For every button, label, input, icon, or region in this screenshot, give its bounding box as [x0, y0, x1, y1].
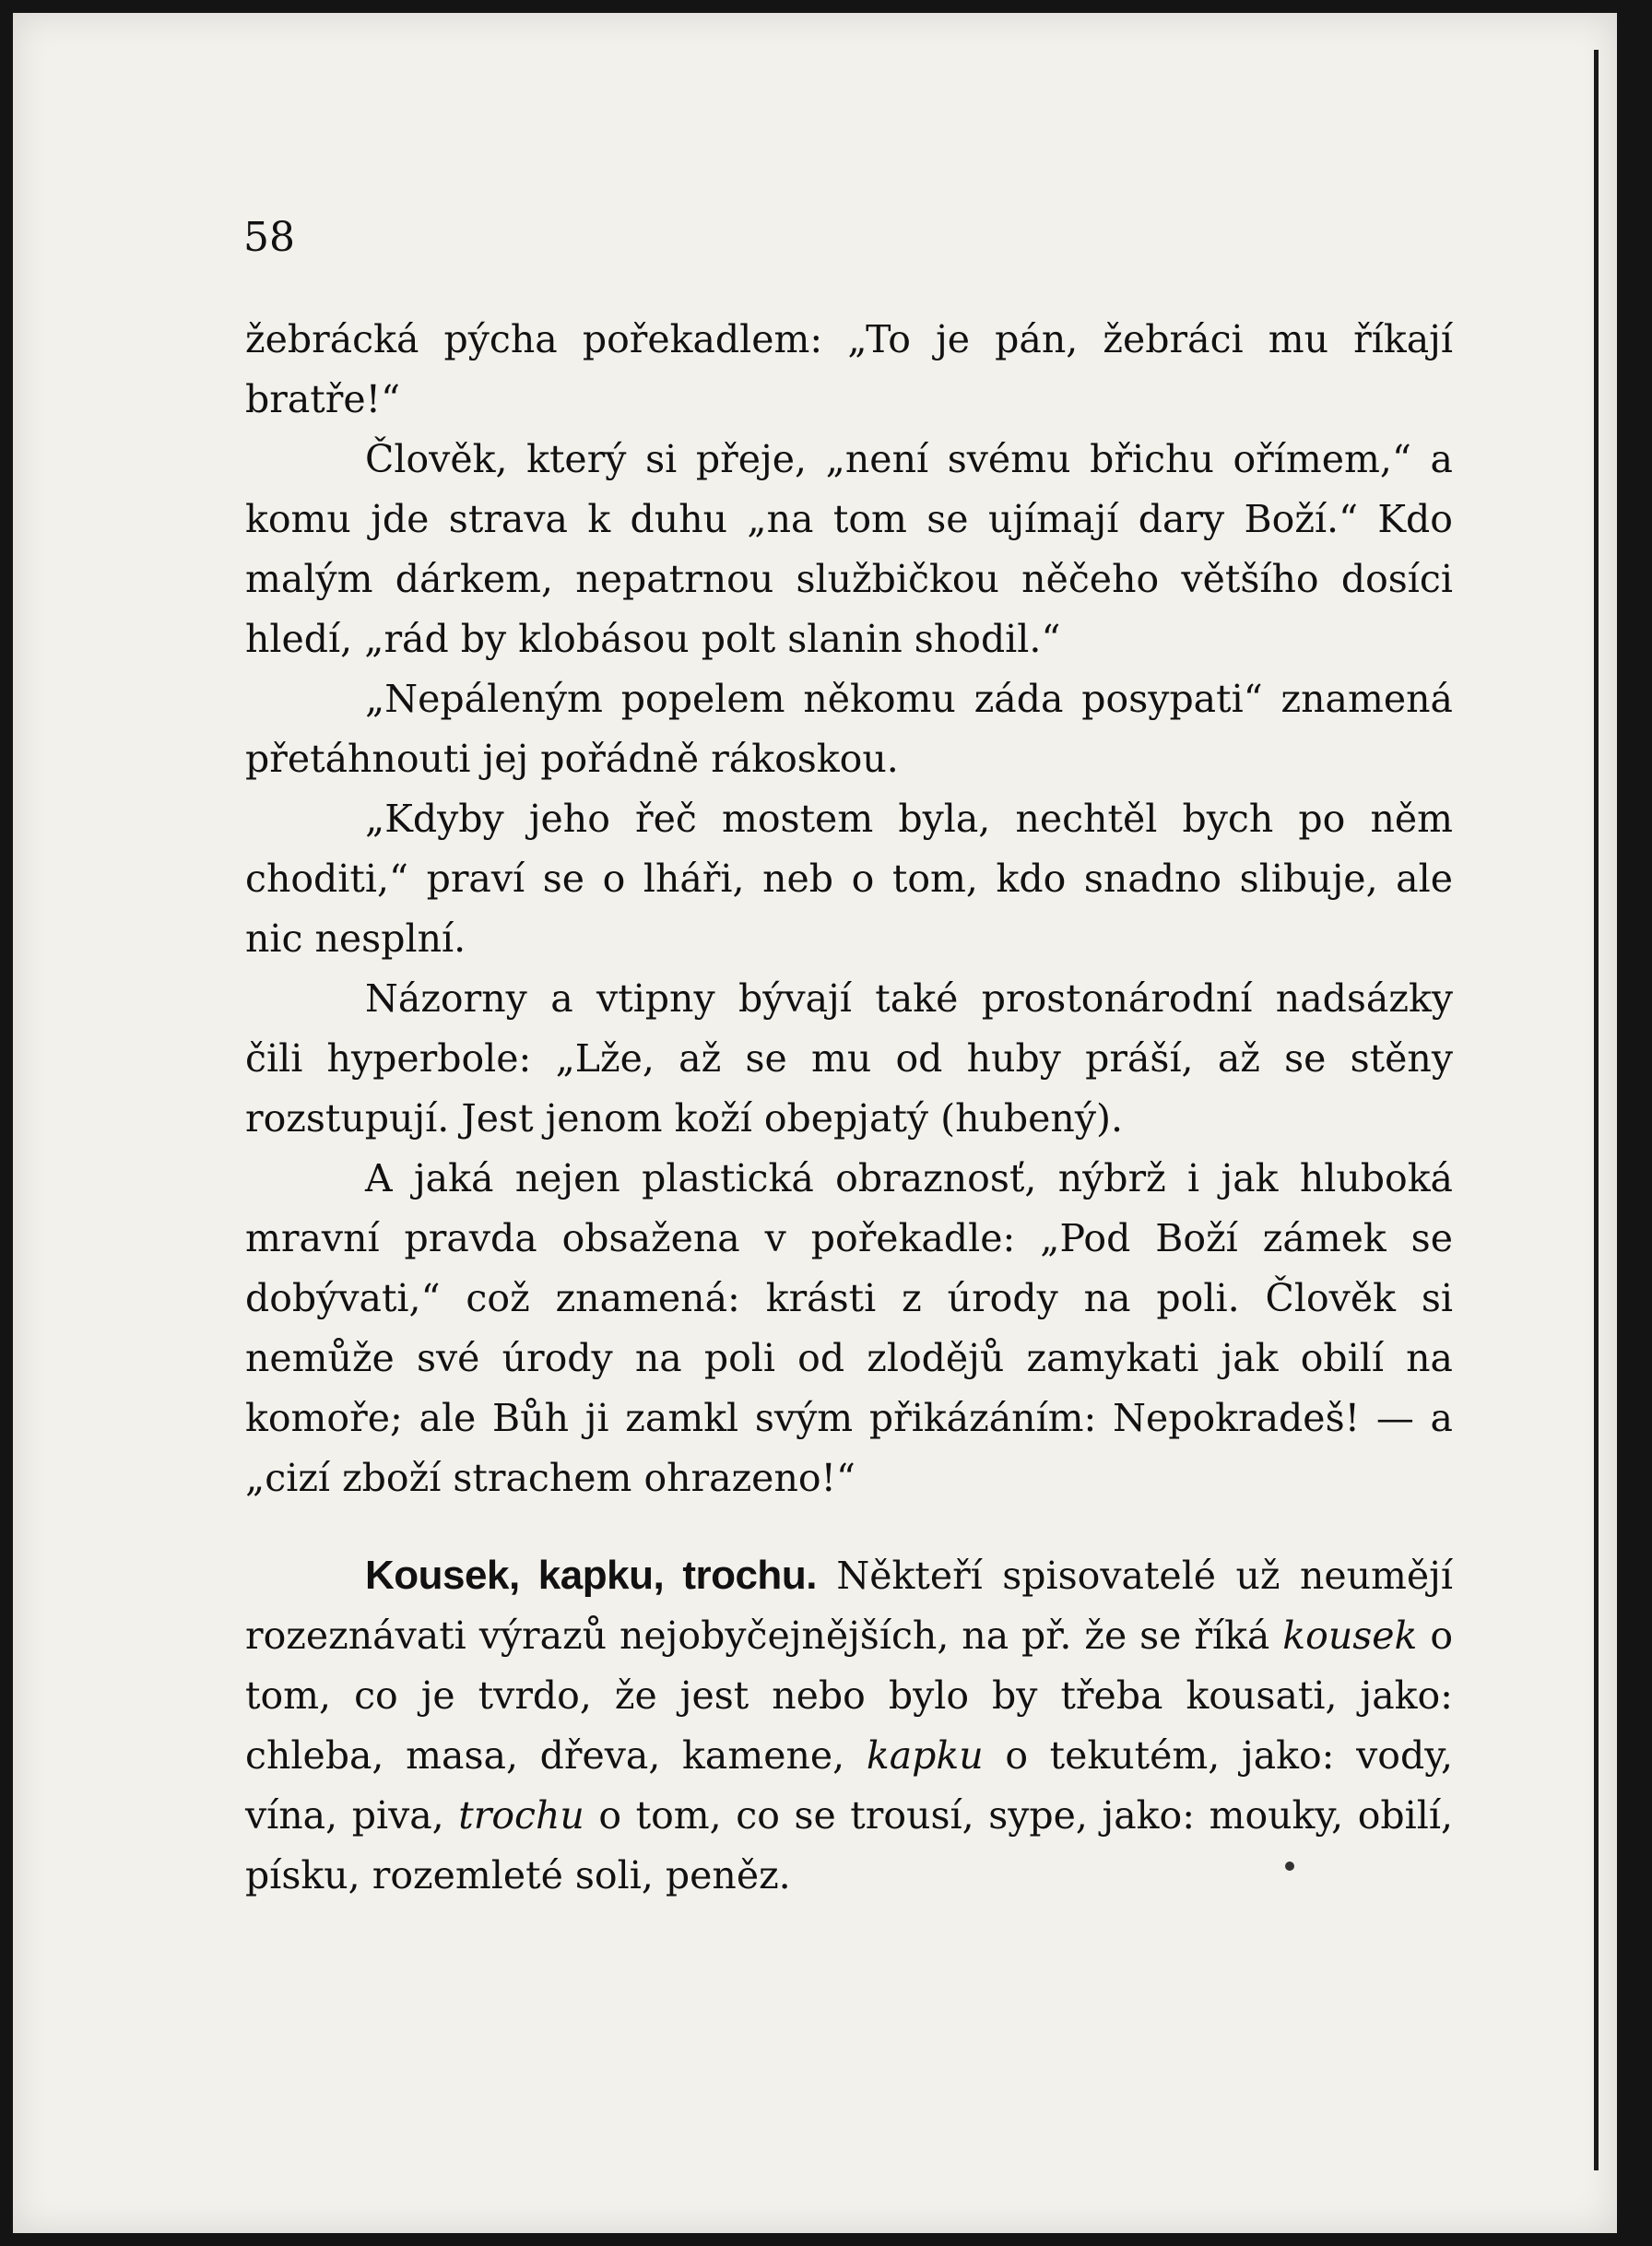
- paragraph: „Nepáleným popelem někomu záda posypati“ znamená přetáhnouti jej pořádně rákoskou.: [245, 677, 1453, 781]
- page-edge-shadow: [1594, 50, 1599, 2170]
- section-text: Někteří spisovatelé už neumějí rozeznávati výrazů nejobyčejnějších, na př. že se říká: [245, 1554, 1453, 1658]
- book-page: [13, 13, 1617, 2233]
- italic-term: trochu: [458, 1793, 584, 1838]
- page-body: [245, 310, 1453, 1906]
- section-text: o tom, co je tvrdo, že jest nebo bylo by třeba kousati, jako: chleba, masa, dřeva, kamene,: [245, 1614, 1453, 1778]
- section-heading: Kousek, kapku, trochu.: [365, 1553, 817, 1598]
- paragraph: A jaká nejen plastická obraznosť, nýbrž i jak hluboká mravní pravda obsažena v pořekadle: „Pod Boží zámek se dobývati,“ což znamená: krásti z úrody na poli. Člověk si nemůže své úrody na poli od zlodějů zamykati jak obilí na komoře; ale Bůh ji zamkl svým přikázáním: Nepokradeš! — a „cizí zboží strachem ohrazeno!“: [245, 1156, 1453, 1500]
- paragraph: žebrácká pýcha pořekadlem: „To je pán, žebráci mu říkají bratře!“: [245, 317, 1453, 421]
- section-paragraph: [245, 1545, 1453, 1906]
- paragraph: Názorny a vtipny bývají také prostonárodní nadsázky čili hyperbole: „Lže, až se mu od huby práší, až se stěny rozstupují. Jest jenom koží obepjatý (hubený).: [245, 976, 1453, 1141]
- paragraph: „Kdyby jeho řeč mostem byla, nechtěl bych po něm choditi,“ praví se o lháři, neb o tom, kdo snadno slibuje, ale nic nesplní.: [245, 797, 1453, 961]
- paragraph: Člověk, který si přeje, „není svému břichu ořímem,“ a komu jde strava k duhu „na tom se ujímají dary Boží.“ Kdo malým dárkem, nepatrnou službičkou něčeho většího dosíci hledí, „rád by klobásou polt slanin shodil.“: [245, 437, 1453, 661]
- section-text: o tom, co se trousí, sype, jako: mouky, obilí, písku, rozemleté soli, peněz.: [245, 1793, 1453, 1897]
- section-text: o tekutém, jako: vody, vína, piva,: [245, 1733, 1453, 1838]
- italic-term: kousek: [1282, 1614, 1418, 1658]
- page-number: 58: [243, 214, 295, 261]
- italic-term: kapku: [866, 1733, 984, 1778]
